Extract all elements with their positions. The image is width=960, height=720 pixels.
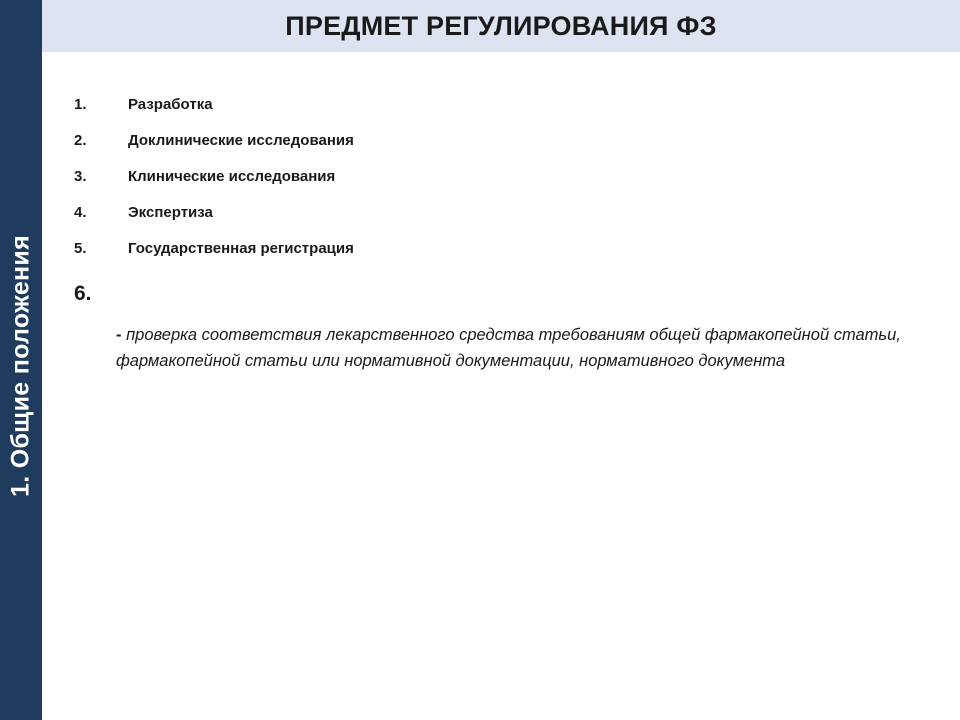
slide-title: ПРЕДМЕТ РЕГУЛИРОВАНИЯ ФЗ xyxy=(285,11,717,41)
list-item-text: Разработка xyxy=(128,96,213,113)
title-bar xyxy=(42,0,960,52)
list-item-number: 5. xyxy=(74,240,87,257)
list-item-text: Клинические исследования xyxy=(128,168,336,185)
list-item-number: 1. xyxy=(74,96,87,113)
description-dash: - xyxy=(116,326,122,344)
item-6-number: 6. xyxy=(74,282,92,305)
list-item-number: 4. xyxy=(74,204,87,221)
item-6-description xyxy=(116,322,916,374)
list-item-number: 3. xyxy=(74,168,87,185)
list-item-text: Экспертиза xyxy=(128,204,213,221)
list-item-text: Государственная регистрация xyxy=(128,240,354,257)
section-label: 1. Общие положения xyxy=(6,235,35,497)
list-item-number: 2. xyxy=(74,132,87,149)
list-item-text: Доклинические исследования xyxy=(128,132,354,149)
description-text: проверка соответствия лекарственного средства требованиям общей фармакопейной статьи, фармакопейной статьи или нормативной документации, нормативного документа xyxy=(116,326,901,370)
section-sidebar xyxy=(0,0,42,720)
